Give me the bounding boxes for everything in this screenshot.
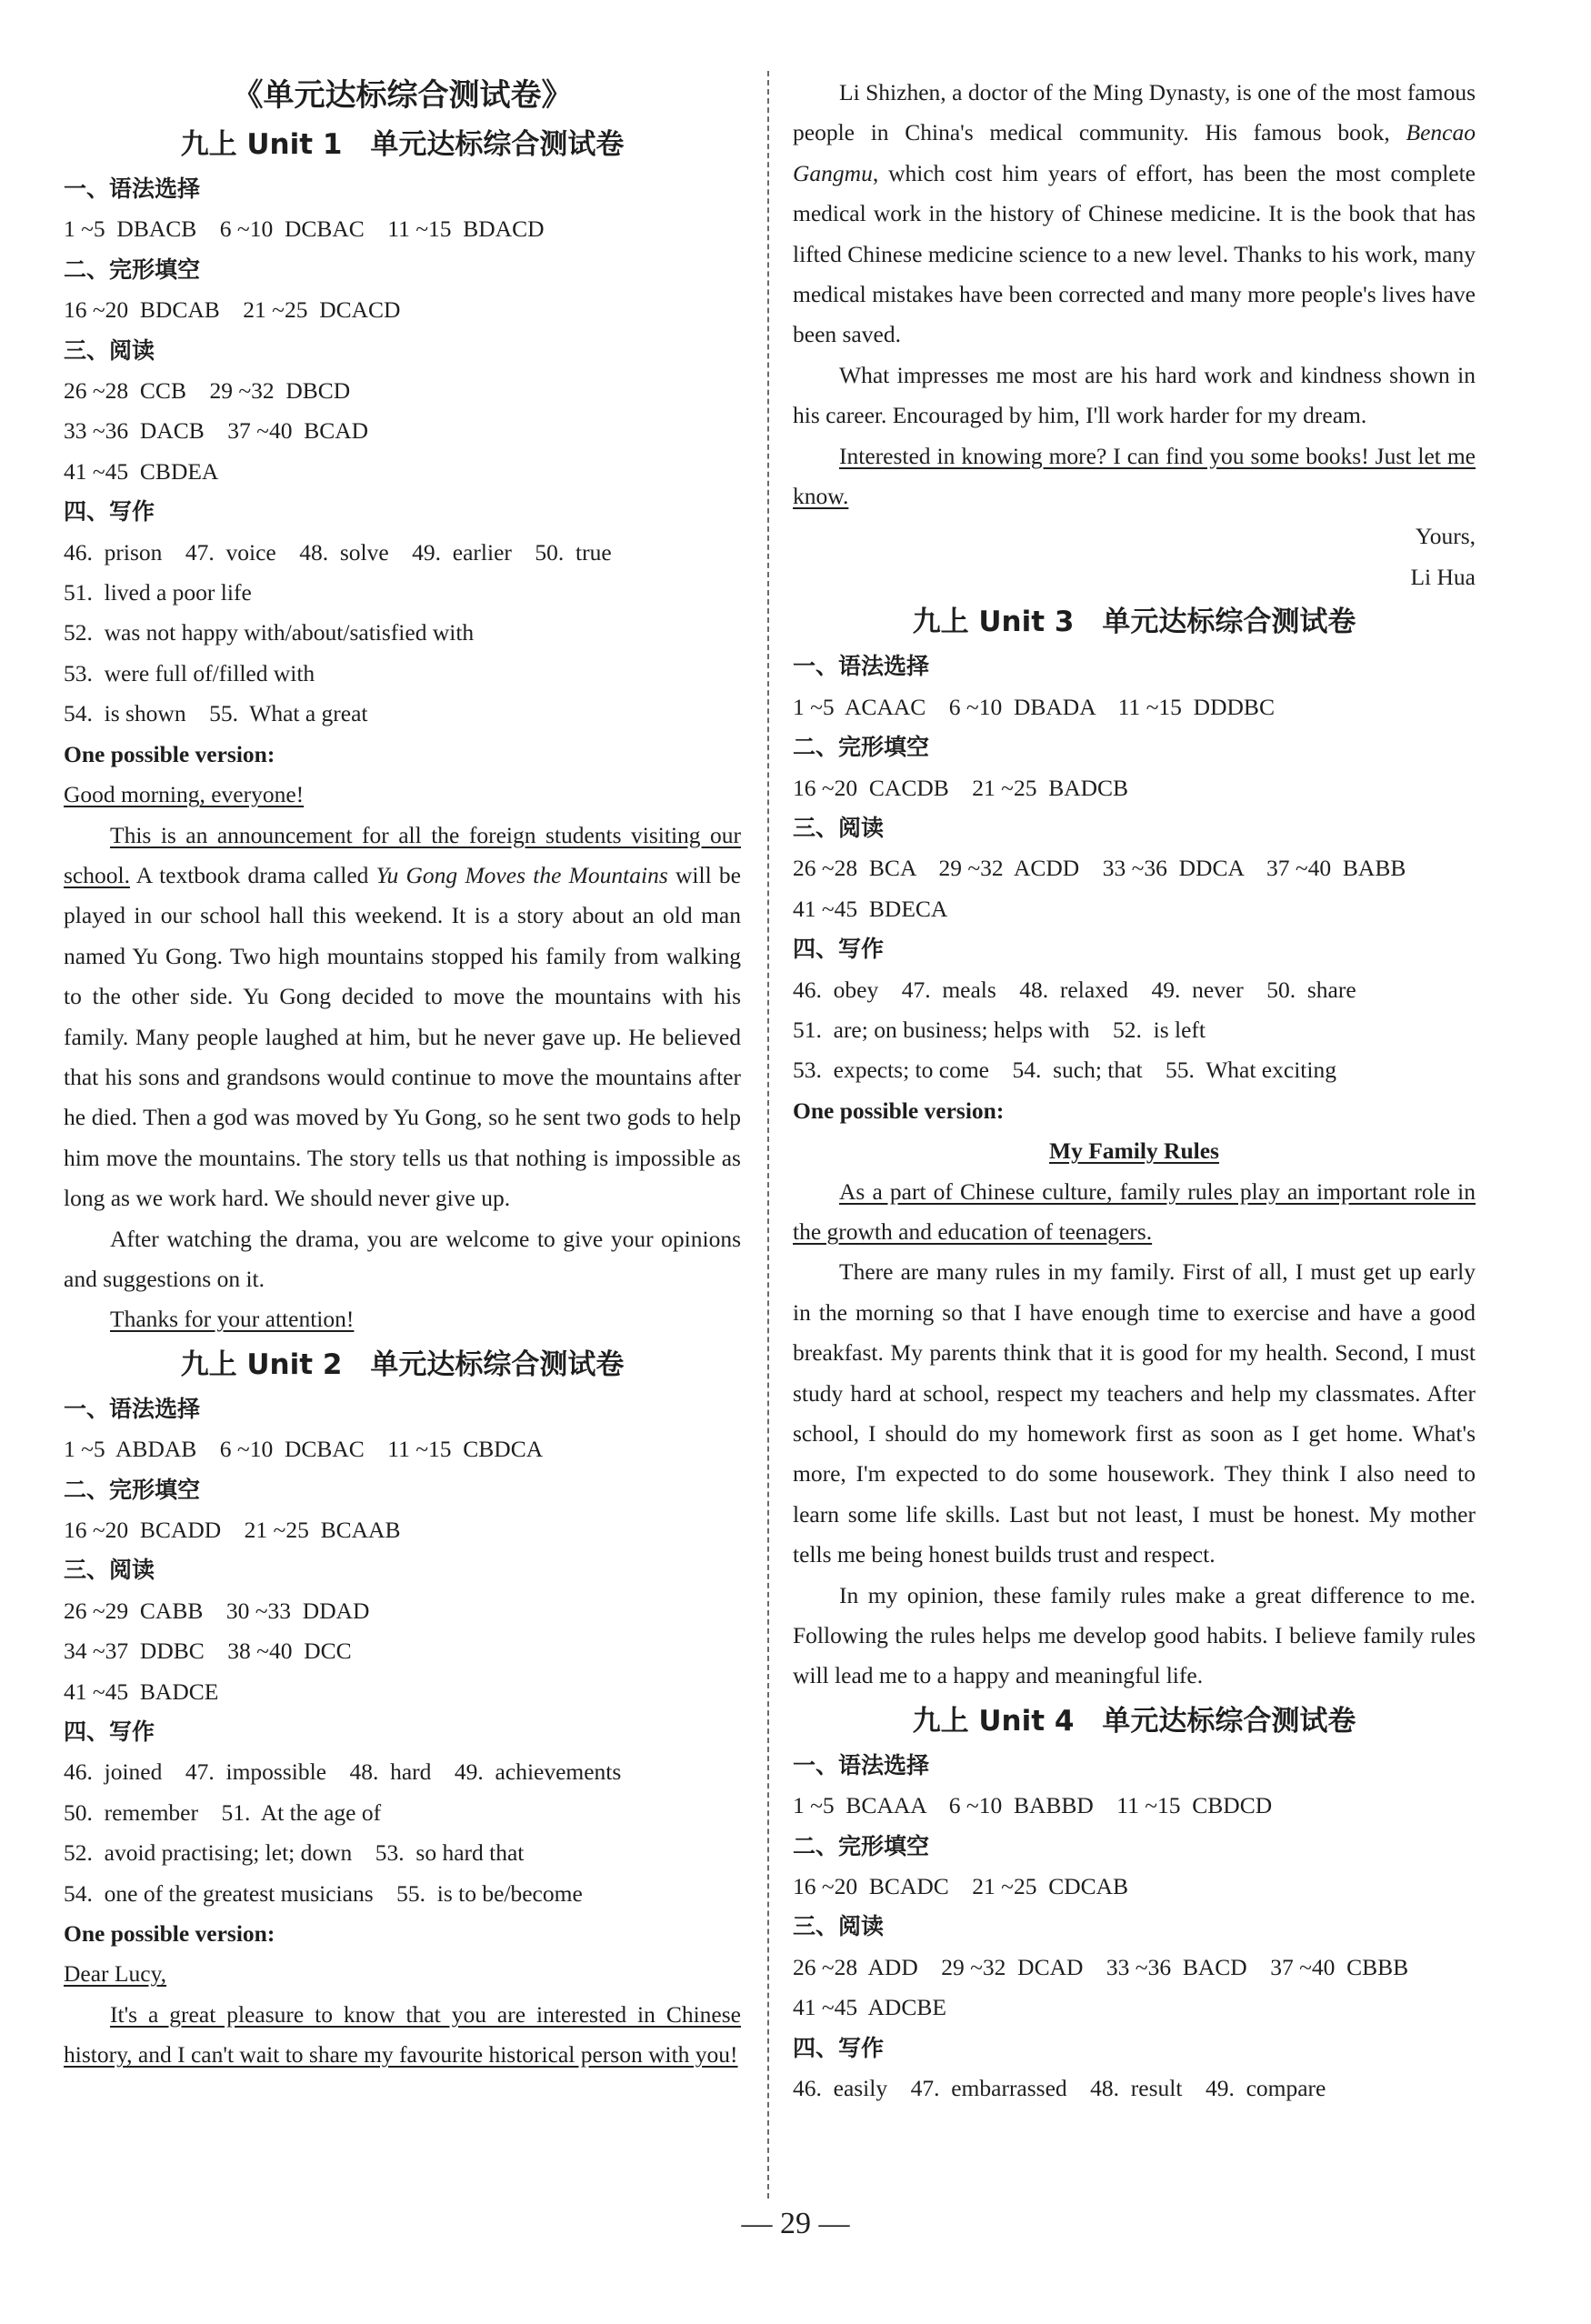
unit1-reading-answers-3: 41 ~45 CBDEA [64, 457, 219, 485]
unit2-section-reading: 三、阅读 [64, 1557, 155, 1584]
unit4-writing-answers-1: 46. easily 47. embarrassed 48. result 49. compare [793, 2075, 1326, 2102]
unit2-grammar-answers: 1 ~5 ABDAB 6 ~10 DCBAC 11 ~15 CBDCA [64, 1436, 544, 1463]
drama-title: Yu Gong Moves the Mountains [375, 861, 668, 888]
page-number: — 29 — [741, 2207, 850, 2240]
unit3-cloze-answers: 16 ~20 CACDB 21 ~25 BADCB [793, 774, 1129, 801]
unit4-section-writing: 四、写作 [793, 2034, 885, 2061]
unit1-writing-answers-1: 46. prison 47. voice 48. solve 49. earlier 50. true [64, 538, 612, 566]
left-column [64, 73, 741, 2076]
unit1-writing-answers-2: 51. lived a poor life [64, 579, 252, 606]
unit2-cloze-answers: 16 ~20 BCADD 21 ~25 BCAAB [64, 1517, 401, 1543]
unit2-section-writing: 四、写作 [64, 1718, 155, 1746]
unit4-reading-answers-1: 26 ~28 ADD 29 ~32 DCAD 33 ~36 BACD 37 ~40 CBBB [793, 1953, 1409, 1980]
unit4-cloze-answers: 16 ~20 BCADC 21 ~25 CDCAB [793, 1873, 1129, 1900]
unit2-section-cloze: 二、完形填空 [64, 1476, 201, 1503]
unit2-paragraph-4: Interested in knowing more? I can find you some books! Just let me know. [793, 442, 1476, 510]
unit3-paragraph-2: There are many rules in my family. First of all, I must get up early in the morning so that I have enough time to exercise and have a good breakfast. My parents think that it is good for my health. Second, I must study hard at school, respect my teachers and help my classmates. After school, I should do my homework first as soon as I get home. What's more, I'm expected to do some housework. They think I also need to learn some life skills. Last but not least, I must be honest. My mother tells me being honest builds trust and respect. [793, 1258, 1476, 1568]
unit2-possible-version-label: One possible version: [64, 1920, 275, 1948]
unit1-cloze-answers: 16 ~20 BDCAB 21 ~25 DCACD [64, 296, 401, 324]
unit3-essay-title: My Family Rules [1049, 1137, 1219, 1165]
unit1-possible-version-label: One possible version: [64, 740, 275, 767]
unit1-topic-sentence: This is an announcement for all the foreign students visiting our school. [64, 821, 741, 888]
unit1-section-writing: 四、写作 [64, 498, 155, 526]
unit2-paragraph-1: It's a great pleasure to know that you are interested in Chinese history, and I can't wait to share my favourite historical person with you! [64, 2000, 741, 2069]
unit2-signoff: Yours, [1415, 523, 1476, 550]
unit2-writing-answers-4: 54. one of the greatest musicians 55. is to be/become [64, 1879, 583, 1907]
unit1-section-cloze: 二、完形填空 [64, 255, 201, 283]
unit1-closing: Thanks for your attention! [110, 1306, 355, 1333]
book-title-bencao: Bencao Gangmu [793, 119, 1476, 186]
unit3-title: 九上 Unit 3 单元达标综合测试卷 [912, 606, 1356, 639]
unit2-reading-answers-2: 34 ~37 DDBC 38 ~40 DCC [64, 1638, 352, 1665]
unit4-section-grammar: 一、语法选择 [793, 1751, 930, 1778]
unit1-greeting: Good morning, everyone! [64, 781, 305, 808]
unit1-title: 九上 Unit 1 单元达标综合测试卷 [180, 128, 625, 161]
unit3-paragraph-1: As a part of Chinese culture, family rules play an important role in the growth and education of teenagers. [793, 1177, 1476, 1245]
unit1-section-reading: 三、阅读 [64, 336, 155, 364]
unit2-paragraph-2: Li Shizhen, a doctor of the Ming Dynasty, is one of the most famous people in China's medical community. His famous book, Bencao Gangmu, which cost him years of effort, has been the most complete medical work in the history of Chinese medicine. It is the book that has lifted Chinese medicine science to a new level. Thanks to his work, many medical mistakes have been corrected and many more people's lives have been saved. [793, 79, 1476, 348]
unit1-paragraph-2: After watching the drama, you are welcome to give your opinions and suggestions on it. [64, 1225, 741, 1292]
unit2-writing-answers-1: 46. joined 47. impossible 48. hard 49. achievements [64, 1758, 622, 1786]
unit3-section-grammar: 一、语法选择 [793, 653, 930, 680]
unit1-section-grammar: 一、语法选择 [64, 175, 201, 202]
unit3-reading-answers-2: 41 ~45 BDECA [793, 895, 948, 922]
unit1-paragraph-1: This is an announcement for all the foreign students visiting our school. A textbook drama called Yu Gong Moves the Mountains will be played in our school hall this weekend. It is a story about an old man named Yu Gong. Two high mountains stopped his family from walking to the other side. Yu Gong decided to move the mountains with his family. Many people laughed at him, but he never gave up. He believed that his sons and grandsons would continue to move the mountains after he died. Then a god was moved by Yu Gong, so he sent two gods to help him move the mountains. The story tells us that nothing is impossible as long as we work hard. We should never give up. [64, 821, 741, 1212]
book-title: 《单元达标综合测试卷》 [232, 77, 573, 114]
unit3-section-writing: 四、写作 [793, 936, 885, 963]
unit1-writing-answers-3: 52. was not happy with/about/satisfied with [64, 619, 475, 646]
unit2-writing-answers-3: 52. avoid practising; let; down 53. so hard that [64, 1839, 525, 1867]
unit4-reading-answers-2: 41 ~45 ADCBE [793, 1994, 946, 2021]
unit3-writing-answers-1: 46. obey 47. meals 48. relaxed 49. never 50. share [793, 976, 1356, 1003]
unit3-writing-answers-2: 51. are; on business; helps with 52. is left [793, 1016, 1206, 1043]
unit2-paragraph-3: What impresses me most are his hard work and kindness shown in his career. Encouraged by him, I'll work harder for my dream. [793, 361, 1476, 429]
unit4-grammar-answers: 1 ~5 BCAAA 6 ~10 BABBD 11 ~15 CBDCD [793, 1792, 1273, 1819]
unit1-writing-answers-4: 53. were full of/filled with [64, 659, 315, 686]
unit1-reading-answers-1: 26 ~28 CCB 29 ~32 DBCD [64, 377, 351, 405]
unit1-writing-answers-5: 54. is shown 55. What a great [64, 700, 368, 727]
unit2-section-grammar: 一、语法选择 [64, 1395, 201, 1422]
unit2-title: 九上 Unit 2 单元达标综合测试卷 [180, 1347, 625, 1381]
unit1-reading-answers-2: 33 ~36 DACB 37 ~40 BCAD [64, 417, 369, 445]
column-divider [767, 71, 769, 2199]
unit2-writing-answers-2: 50. remember 51. At the age of [64, 1798, 382, 1826]
unit2-signature: Li Hua [1410, 563, 1476, 590]
unit3-writing-answers-3: 53. expects; to come 54. such; that 55. What exciting [793, 1057, 1336, 1084]
unit3-grammar-answers: 1 ~5 ACAAC 6 ~10 DBADA 11 ~15 DDDBC [793, 693, 1275, 720]
unit1-grammar-answers: 1 ~5 DBACB 6 ~10 DCBAC 11 ~15 BDACD [64, 215, 545, 243]
unit4-section-reading: 三、阅读 [793, 1913, 885, 1940]
unit4-section-cloze: 二、完形填空 [793, 1832, 930, 1859]
unit3-reading-answers-1: 26 ~28 BCA 29 ~32 ACDD 33 ~36 DDCA 37 ~40 BABB [793, 855, 1406, 882]
unit2-reading-answers-1: 26 ~29 CABB 30 ~33 DDAD [64, 1597, 370, 1624]
right-column [793, 73, 1476, 2109]
unit4-title: 九上 Unit 4 单元达标综合测试卷 [912, 1704, 1356, 1738]
unit2-greeting: Dear Lucy, [64, 1960, 167, 1988]
unit3-section-cloze: 二、完形填空 [793, 734, 930, 761]
unit2-reading-answers-3: 41 ~45 BADCE [64, 1678, 219, 1705]
unit3-section-reading: 三、阅读 [793, 814, 885, 841]
unit3-paragraph-3: In my opinion, these family rules make a great difference to me. Following the rules helps me develop good habits. I believe family rules will lead me to a happy and meaningful life. [793, 1581, 1476, 1689]
unit3-possible-version-label: One possible version: [793, 1097, 1005, 1124]
